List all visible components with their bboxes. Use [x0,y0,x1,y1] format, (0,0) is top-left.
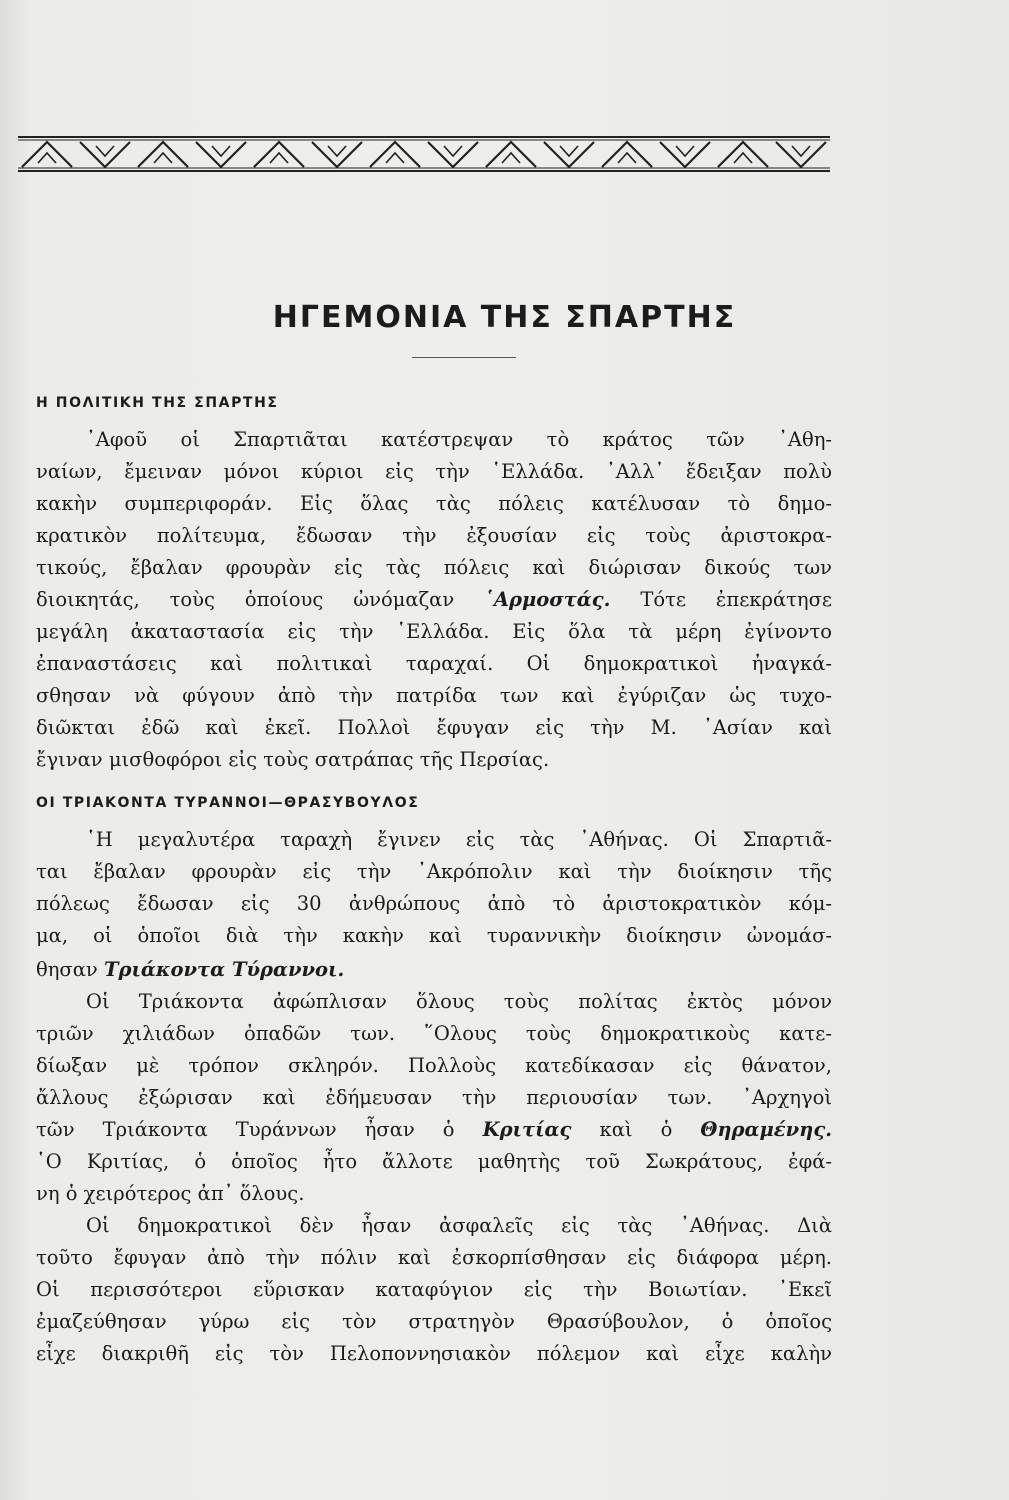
paragraph-line: πόλεως ἔδωσαν εἰς 30 ἀνθρώπους ἀπὸ τὸ ἀριστοκρατικὸν κόμ- [36,892,832,915]
paragraph-line: δίωξαν μὲ τρόπον σκληρόν. Πολλοὺς κατεδίκασαν εἰς θάνατον, [36,1054,832,1077]
ornament-triangle [776,142,826,167]
ornament-triangle [544,142,594,167]
ornament-inner-mark [560,146,578,156]
page-title: ΗΓΕΜΟΝΙΑ ΤΗΣ ΣΠΑΡΤΗΣ [272,300,737,335]
ornament-triangle [312,142,362,167]
section-heading-thirty-tyrants: ΟΙ ΤΡΙΑΚΟΝΤΑ ΤΥΡΑΝΝΟΙ—ΘΡΑΣΥΒΟΥΛΟΣ [36,795,420,811]
paragraph-line: ἔγιναν μισθοφόροι εἰς τοὺς σατράπας τῆς Περσίας. [36,748,550,771]
ornament-triangle [22,142,72,167]
paragraph-line: ἐμαζεύθησαν γύρω εἰς τὸν στρατηγὸν Θρασύβουλον, ὁ ὁποῖος [36,1310,832,1333]
line-text: διοικητάς, τοὺς ὁποίους ὠνόμαζαν [36,588,455,611]
ornament-triangle [486,142,536,167]
emphasis-term: Κριτίας [482,1118,572,1141]
ornament-inner-mark [676,146,694,156]
paragraph-line: ᾿Αφοῦ οἱ Σπαρτιᾶται κατέστρεψαν τὸ κράτος τῶν ᾿Αθη- [86,428,832,451]
paragraph-line: κρατικὸν πολίτευμα, ἔδωσαν τὴν ἐξουσίαν εἰς τοὺς ἀριστοκρα- [36,524,832,547]
paragraph-line: ναίων, ἔμειναν μόνοι κύριοι εἰς τὴν ῾Ελλάδα. ᾿Αλλ᾿ ἔδειξαν πολὺ [36,460,832,483]
meander-border-ornament [18,133,830,175]
paragraph-line: τοῦτο ἔφυγαν ἀπὸ τὴν πόλιν καὶ ἐσκορπίσθησαν εἰς διάφορα μέρη. [36,1246,832,1269]
paragraph-line: ἄλλους ἐξώρισαν καὶ ἐδήμευσαν τὴν περιουσίαν των. ᾿Αρχηγοὶ [36,1086,832,1109]
paragraph-line: Οἱ δημοκρατικοὶ δὲν ἦσαν ἀσφαλεῖς εἰς τὰς ᾿Αθήνας. Διὰ [86,1214,832,1237]
ornament-triangle [660,142,710,167]
ornament-inner-mark [618,153,636,163]
paragraph-line [36,954,832,986]
line-text: καὶ ὁ [599,1118,673,1141]
ornament-triangle [196,142,246,167]
paragraph-line: εἶχε διακριθῆ εἰς τὸν Πελοποννησιακὸν πόλεμον καὶ εἶχε καλὴν [36,1342,832,1365]
line-text: τῶν Τριάκοντα Τυράννων ἦσαν ὁ [36,1118,455,1141]
ornament-inner-mark [386,153,404,163]
emphasis-term: Τριάκοντα Τύραννοι. [103,958,345,981]
section-heading-politics: Η ΠΟΛΙΤΙΚΗ ΤΗΣ ΣΠΑΡΤΗΣ [36,395,279,411]
ornament-triangle [254,142,304,167]
ornament-inner-mark [154,153,172,163]
paragraph-line: κακὴν συμπεριφοράν. Εἰς ὅλας τὰς πόλεις κατέλυσαν τὸ δημο- [36,492,832,515]
paragraph-line: ἐπαναστάσεις καὶ πολιτικαὶ ταραχαί. Οἱ δημοκρατικοὶ ἠναγκά- [36,652,832,675]
paragraph-line: ῾Ο Κριτίας, ὁ ὁποῖος ἦτο ἄλλοτε μαθητὴς τοῦ Σωκράτους, ἐφά- [36,1150,832,1173]
line-text: θησαν [36,958,98,981]
paragraph-line: Οἱ Τριάκοντα ἀφώπλισαν ὅλους τοὺς πολίτας ἐκτὸς μόνον [86,990,832,1013]
ornament-inner-mark [792,146,810,156]
paragraph-line: διῶκται ἐδῶ καὶ ἐκεῖ. Πολλοὶ ἔφυγαν εἰς τὴν Μ. ᾿Ασίαν καὶ [36,716,832,739]
ornament-inner-mark [270,153,288,163]
paragraph-line: μα, οἱ ὁποῖοι διὰ τὴν κακὴν καὶ τυραννικὴν διοίκησιν ὠνομάσ- [36,924,832,947]
paragraph-line: μεγάλη ἀκαταστασία εἰς τὴν ῾Ελλάδα. Εἰς ὅλα τὰ μέρη ἐγίνοντο [36,620,832,643]
paragraph-line: νη ὁ χειρότερος ἀπ᾿ ὅλους. [36,1182,305,1205]
ornament-triangle [718,142,768,167]
ornament-inner-mark [212,146,230,156]
paragraph-line: ται ἔβαλαν φρουρὰν εἰς τὴν ᾿Ακρόπολιν καὶ τὴν διοίκησιν τῆς [36,860,832,883]
paragraph-line: σθησαν νὰ φύγουν ἀπὸ τὴν πατρίδα των καὶ ἐγύριζαν ὡς τυχο- [36,684,832,707]
ornament-inner-mark [502,153,520,163]
ornament-inner-mark [444,146,462,156]
emphasis-term: ῾Αρμοστάς. [484,588,611,611]
emphasis-term: Θηραμένης. [700,1118,833,1141]
ornament-inner-mark [734,153,752,163]
paragraph-line: τικούς, ἔβαλαν φρουρὰν εἰς τὰς πόλεις καὶ διώρισαν δικούς των [36,556,832,579]
ornament-inner-mark [328,146,346,156]
paragraph-line: Οἱ περισσότεροι εὕρισκαν καταφύγιον εἰς τὴν Βοιωτίαν. ᾿Εκεῖ [36,1278,832,1301]
ornament-triangle [138,142,188,167]
ornament-inner-mark [38,153,56,163]
ornament-triangle [428,142,478,167]
paragraph-line: ῾Η μεγαλυτέρα ταραχὴ ἔγινεν εἰς τὰς ᾿Αθήνας. Οἱ Σπαρτιᾶ- [86,828,832,851]
ornament-triangle [602,142,652,167]
paragraph-line [36,1114,832,1146]
ornament-triangle [80,142,130,167]
paragraph-line [36,584,832,616]
title-divider [412,357,516,358]
ornament-inner-mark [96,146,114,156]
paragraph-line: τριῶν χιλιάδων ὀπαδῶν των. ῞Ολους τοὺς δημοκρατικοὺς κατε- [36,1022,832,1045]
ornament-triangle [370,142,420,167]
line-text: Τότε ἐπεκράτησε [640,588,833,611]
